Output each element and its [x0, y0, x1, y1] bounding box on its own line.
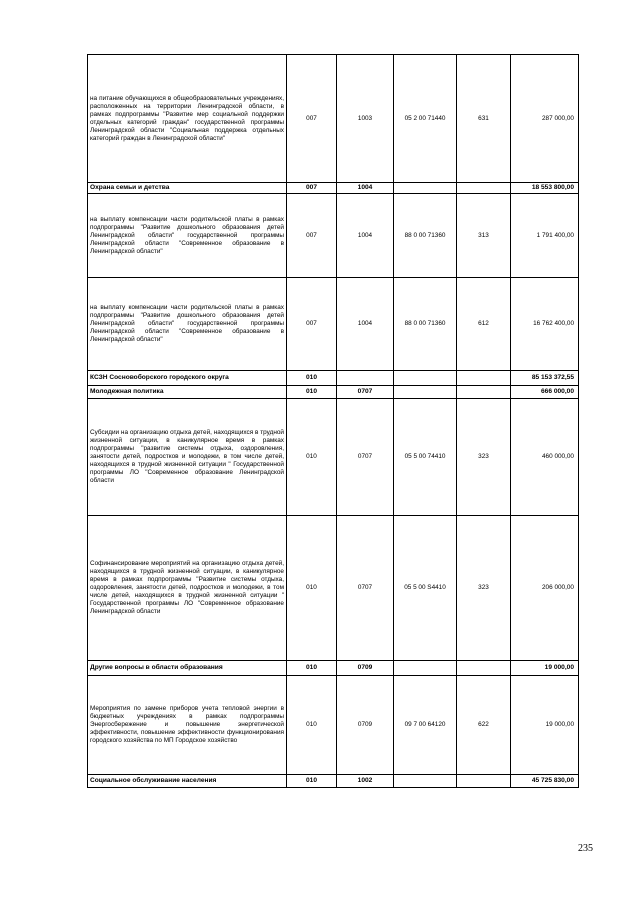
- row-grbs: 010: [287, 516, 337, 661]
- row-grbs: 010: [287, 399, 337, 516]
- table-row: [88, 676, 579, 775]
- row-section: 0707: [337, 399, 394, 516]
- table-row: [88, 183, 579, 194]
- row-grbs: 007: [287, 183, 337, 194]
- row-section: 0709: [337, 661, 394, 676]
- row-name: на выплату компенсации части родительской платы в рамках подпрограммы "Развитие дошкольного образования детей Ленинградской области" государственной программы Ленинградской области "Современное образование в Ленинградской области": [88, 194, 287, 278]
- row-sum: 19 000,00: [511, 661, 579, 676]
- row-vr: [457, 661, 511, 676]
- row-name: Субсидии на организацию отдыха детей, находящихся в трудной жизненной ситуации, в каникулярное время в рамках подпрограммы "развитие системы отдыха, оздоровления, занятости детей, подростков и молодежи, в том числе детей, находящихся в трудной жизненной ситуации " Государственной программы ЛО "Современное образование Ленинградской области: [88, 399, 287, 516]
- row-vr: 313: [457, 194, 511, 278]
- row-name: Охрана семьи и детства: [88, 183, 287, 194]
- row-name: Молодежная политика: [88, 386, 287, 399]
- table-row: [88, 194, 579, 278]
- row-csr: 88 0 00 71360: [394, 278, 457, 371]
- row-csr: [394, 371, 457, 386]
- row-section: 1002: [337, 775, 394, 788]
- row-name: Софинансирование мероприятий на организацию отдыха детей, находящихся в трудной жизненной ситуации, в каникулярное время в рамках подпрограммы "Развитие системы отдыха, оздоровления, занятости детей, подростков и молодежи, в том числе детей, находящихся в трудной жизненной ситуации " Государственной программы ЛО "Современное образование Ленинградской области: [88, 516, 287, 661]
- row-name: Социальное обслуживание населения: [88, 775, 287, 788]
- row-csr: [394, 183, 457, 194]
- row-section: 0707: [337, 386, 394, 399]
- table-row: [88, 399, 579, 516]
- table-row: [88, 55, 579, 183]
- row-grbs: 010: [287, 676, 337, 775]
- row-sum: 16 762 400,00: [511, 278, 579, 371]
- row-csr: 09 7 00 64120: [394, 676, 457, 775]
- row-sum: 206 000,00: [511, 516, 579, 661]
- row-grbs: 010: [287, 386, 337, 399]
- row-sum: 666 000,00: [511, 386, 579, 399]
- row-csr: 05 5 00 74410: [394, 399, 457, 516]
- row-grbs: 007: [287, 278, 337, 371]
- row-vr: 323: [457, 516, 511, 661]
- row-section: 1003: [337, 55, 394, 183]
- row-grbs: 010: [287, 371, 337, 386]
- row-csr: [394, 661, 457, 676]
- row-sum: 460 000,00: [511, 399, 579, 516]
- row-csr: [394, 775, 457, 788]
- table-row: [88, 386, 579, 399]
- row-csr: 05 2 00 71440: [394, 55, 457, 183]
- row-sum: 18 553 800,00: [511, 183, 579, 194]
- table-row: [88, 371, 579, 386]
- row-sum: 45 725 830,00: [511, 775, 579, 788]
- budget-table: [87, 54, 579, 788]
- row-vr: [457, 386, 511, 399]
- table-row: [88, 775, 579, 788]
- row-name: Другие вопросы в области образования: [88, 661, 287, 676]
- row-grbs: 010: [287, 661, 337, 676]
- row-vr: [457, 183, 511, 194]
- row-sum: 1 791 400,00: [511, 194, 579, 278]
- row-csr: 88 0 00 71360: [394, 194, 457, 278]
- row-name: КСЗН Сосновоборского городского округа: [88, 371, 287, 386]
- row-section: 1004: [337, 183, 394, 194]
- table-row: [88, 661, 579, 676]
- row-name: на выплату компенсации части родительской платы в рамках подпрограммы "Развитие дошкольного образования детей Ленинградской области" государственной программы Ленинградской области "Современное образование в Ленинградской области": [88, 278, 287, 371]
- table-row: [88, 516, 579, 661]
- row-section: 0707: [337, 516, 394, 661]
- row-vr: 622: [457, 676, 511, 775]
- row-section: 0709: [337, 676, 394, 775]
- row-vr: 323: [457, 399, 511, 516]
- row-section: [337, 371, 394, 386]
- row-name: на питание обучающихся в общеобразовательных учреждениях, расположенных на территории Ленинградской области, в рамках подпрограммы "Развитие мер социальной поддержки отдельных категорий граждан" государственной программы Ленинградской области "Социальная поддержка отдельных категорий граждан в Ленинградской области": [88, 55, 287, 183]
- row-csr: [394, 386, 457, 399]
- row-grbs: 007: [287, 55, 337, 183]
- row-grbs: 007: [287, 194, 337, 278]
- row-vr: 612: [457, 278, 511, 371]
- row-name: Мероприятия по замене приборов учета тепловой энергии в бюджетных учреждениях в рамках подпрограммы Энергосбережение и повышение энергетической эффективности, повышение эффективности функционирования городского хозяйства по МП Городское хозяйство: [88, 676, 287, 775]
- row-sum: 85 153 372,55: [511, 371, 579, 386]
- row-section: 1004: [337, 194, 394, 278]
- row-section: 1004: [337, 278, 394, 371]
- row-vr: [457, 371, 511, 386]
- row-grbs: 010: [287, 775, 337, 788]
- row-sum: 287 000,00: [511, 55, 579, 183]
- row-sum: 19 000,00: [511, 676, 579, 775]
- table-row: [88, 278, 579, 371]
- page-number: 235: [578, 843, 593, 854]
- row-csr: 05 5 00 S4410: [394, 516, 457, 661]
- row-vr: 631: [457, 55, 511, 183]
- row-vr: [457, 775, 511, 788]
